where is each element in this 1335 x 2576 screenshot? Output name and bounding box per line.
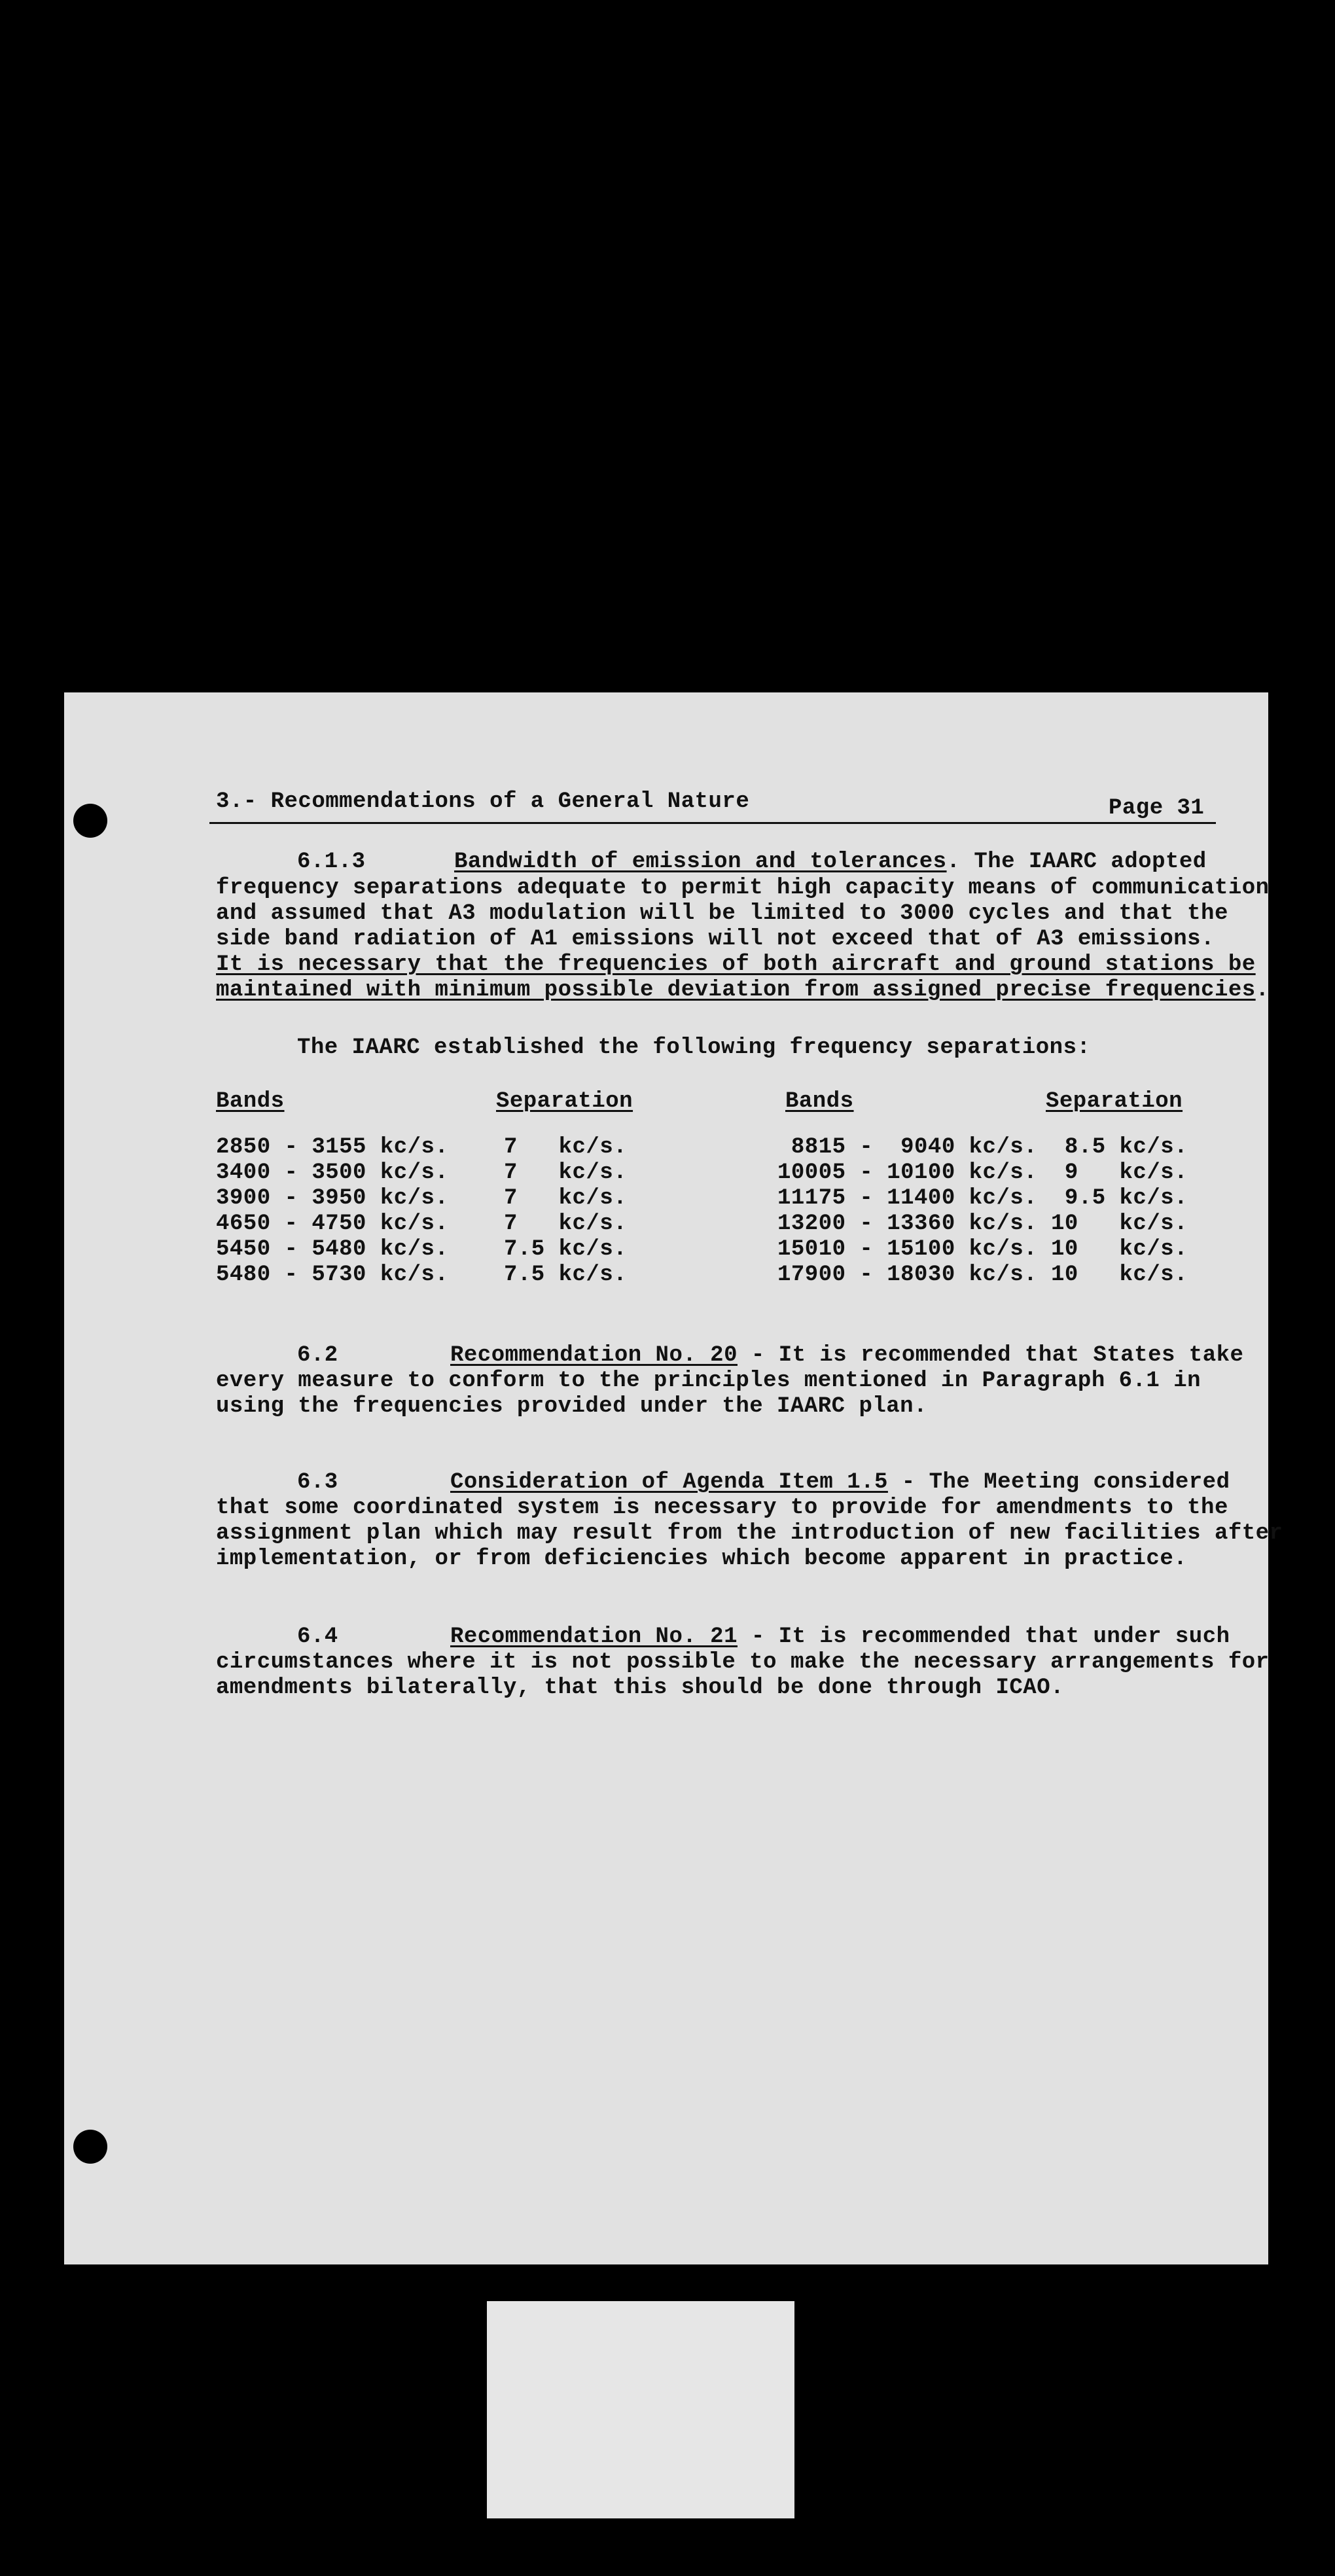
para-63-line-3: implementation, or from deficiencies which become apparent in practice. [216, 1547, 1188, 1571]
table-row-left-1-band: 2850 - 3155 kc/s. [216, 1135, 449, 1160]
para-613-number: 6.1.3 [297, 850, 366, 874]
table-row-right-4-sep: 10 kc/s. [1051, 1211, 1188, 1236]
table-header-separation-right: Separation [1046, 1089, 1183, 1114]
para-63-number: 6.3 [297, 1470, 338, 1495]
para-63-line-2: assignment plan which may result from the introduction of new facilities after [216, 1521, 1283, 1546]
para-613-emphasis-1: It is necessary that the frequencies of both aircraft and ground stations be [216, 952, 1256, 977]
para-64-line-2: amendments bilaterally, that this should be done through ICAO. [216, 1675, 1065, 1700]
para-62-line-1: every measure to conform to the principles mentioned in Paragraph 6.1 in [216, 1368, 1202, 1393]
para-62-heading-end: - It is recommended that States take [737, 1343, 1244, 1368]
para-63-heading-line [450, 1470, 1230, 1495]
para-64-number: 6.4 [297, 1624, 338, 1649]
table-header-separation-left: Separation [496, 1089, 633, 1114]
table-row-right-1-band: 8815 - 9040 kc/s. [777, 1135, 1038, 1160]
table-row-right-5-sep: 10 kc/s. [1051, 1237, 1188, 1262]
table-row-left-5-band: 5450 - 5480 kc/s. [216, 1237, 449, 1262]
table-row-right-4-band: 13200 - 13360 kc/s. [777, 1211, 1038, 1236]
para-64-heading-line [450, 1624, 1230, 1650]
page-number: Page 31 [1109, 796, 1205, 821]
para-62-line-2: using the frequencies provided under the IAARC plan. [216, 1394, 927, 1419]
table-row-left-1-sep: 7 kc/s. [504, 1135, 628, 1160]
para-63-heading-end: - The Meeting considered [887, 1470, 1230, 1495]
para-613-emphasis-2-line [216, 978, 1270, 1003]
para-613-emphasis-2: maintained with minimum possible deviation from assigned precise frequencies [216, 978, 1256, 1003]
para-613-heading-line [454, 850, 1207, 875]
table-row-right-2-sep: 9 kc/s. [1051, 1160, 1188, 1185]
table-row-right-3-band: 11175 - 11400 kc/s. [777, 1186, 1038, 1211]
table-row-left-5-sep: 7.5 kc/s. [504, 1237, 628, 1262]
para-63-heading: Consideration of Agenda Item 1.5 [450, 1470, 888, 1495]
para-613-heading: Bandwidth of emission and tolerances [454, 850, 947, 874]
table-row-left-4-band: 4650 - 4750 kc/s. [216, 1211, 449, 1236]
para-613-emphasis-end: . [1255, 978, 1270, 1003]
table-row-left-4-sep: 7 kc/s. [504, 1211, 628, 1236]
table-row-left-3-band: 3900 - 3950 kc/s. [216, 1186, 449, 1211]
table-row-right-2-band: 10005 - 10100 kc/s. [777, 1160, 1038, 1185]
separations-intro: The IAARC established the following frequency separations: [297, 1035, 1091, 1060]
table-row-right-3-sep: 9.5 kc/s. [1051, 1186, 1188, 1211]
para-613-line-1: frequency separations adequate to permit high capacity means of communication [216, 876, 1270, 901]
table-row-left-6-sep: 7.5 kc/s. [504, 1262, 628, 1287]
header-rule [209, 822, 1216, 824]
index-tab [487, 2301, 794, 2518]
table-row-right-1-sep: 8.5 kc/s. [1051, 1135, 1188, 1160]
para-64-line-1: circumstances where it is not possible to make the necessary arrangements for [216, 1650, 1270, 1675]
para-62-heading: Recommendation No. 20 [450, 1343, 738, 1368]
document-page [64, 692, 1283, 2264]
table-row-left-6-band: 5480 - 5730 kc/s. [216, 1262, 449, 1287]
table-header-bands-left: Bands [216, 1089, 285, 1114]
section-header: 3.- Recommendations of a General Nature [216, 789, 750, 814]
para-613-line-2: and assumed that A3 modulation will be limited to 3000 cycles and that the [216, 901, 1228, 926]
table-row-right-6-sep: 10 kc/s. [1051, 1262, 1188, 1287]
para-613-heading-end: . The IAARC adopted [946, 850, 1207, 874]
para-613-line-3: side band radiation of A1 emissions will not exceed that of A3 emissions. [216, 927, 1215, 952]
table-row-left-3-sep: 7 kc/s. [504, 1186, 628, 1211]
table-row-right-5-band: 15010 - 15100 kc/s. [777, 1237, 1038, 1262]
para-64-heading-end: - It is recommended that under such [737, 1624, 1230, 1649]
table-header-bands-right: Bands [785, 1089, 854, 1114]
para-63-line-1: that some coordinated system is necessary to provide for amendments to the [216, 1495, 1228, 1520]
para-62-heading-line [450, 1343, 1243, 1368]
punch-hole-top [73, 804, 107, 838]
table-row-left-2-band: 3400 - 3500 kc/s. [216, 1160, 449, 1185]
para-64-heading: Recommendation No. 21 [450, 1624, 738, 1649]
table-row-right-6-band: 17900 - 18030 kc/s. [777, 1262, 1038, 1287]
punch-hole-bottom [73, 2130, 107, 2164]
table-row-left-2-sep: 7 kc/s. [504, 1160, 628, 1185]
para-62-number: 6.2 [297, 1343, 338, 1368]
